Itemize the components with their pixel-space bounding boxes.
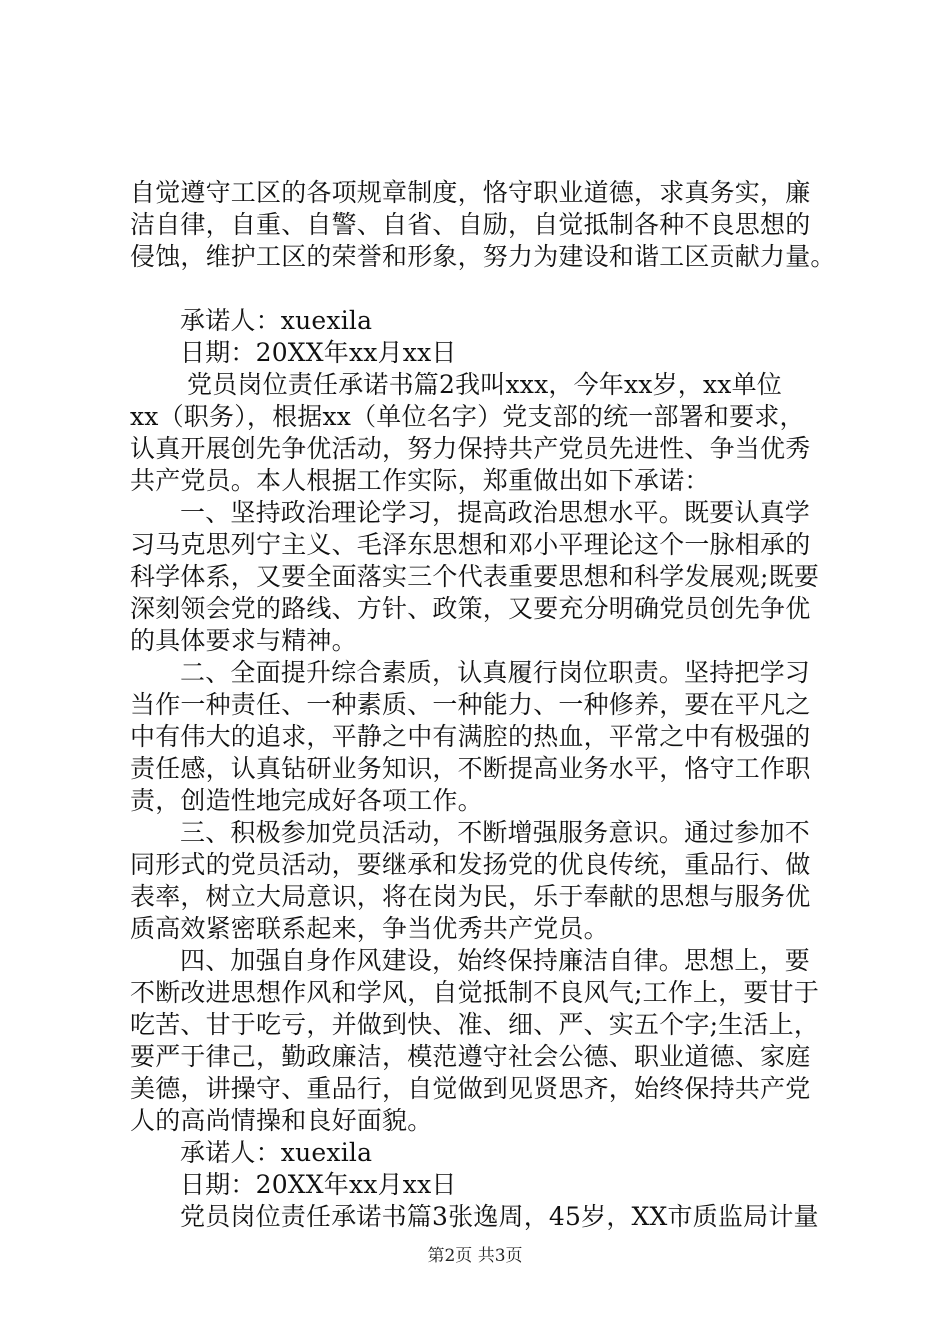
text-line: xx（职务），根据xx（单位名字）党支部的统一部署和要求， bbox=[130, 402, 805, 431]
text-line: 美德，讲操守、重品行，自觉做到见贤思齐，始终保持共产党 bbox=[130, 1074, 811, 1103]
text-line: 吃苦、甘于吃亏，并做到快、准、细、严、实五个字;生活上， bbox=[130, 1010, 820, 1039]
section-heading-line: 党员岗位责任承诺书篇2我叫xxx，今年xx岁，xx单位 bbox=[187, 370, 783, 399]
text-line: 不断改进思想作风和学风，自觉抵制不良风气;工作上，要甘于 bbox=[130, 978, 820, 1007]
paragraph-start-line: 一、坚持政治理论学习，提高政治思想水平。既要认真学 bbox=[180, 498, 811, 527]
text-line: 共产党员。本人根据工作实际，郑重做出如下承诺： bbox=[130, 466, 710, 495]
text-line: 自觉遵守工区的各项规章制度，恪守职业道德，求真务实，廉 bbox=[130, 178, 811, 207]
text-line: 质高效紧密联系起来，争当优秀共产党员。 bbox=[130, 914, 609, 943]
text-line: 深刻领会党的路线、方针、政策，又要充分明确党员创先争优 bbox=[130, 594, 811, 623]
text-line: 认真开展创先争优活动，努力保持共产党员先进性、争当优秀 bbox=[130, 434, 811, 463]
text-line: 习马克思列宁主义、毛泽东思想和邓小平理论这个一脉相承的 bbox=[130, 530, 811, 559]
page-number-footer: 第2页 共3页 bbox=[427, 1246, 523, 1266]
text-line: 同形式的党员活动，要继承和发扬党的优良传统，重品行、做 bbox=[130, 850, 811, 879]
paragraph-start-line: 二、全面提升综合素质，认真履行岗位职责。坚持把学习 bbox=[180, 658, 811, 687]
text-line: 中有伟大的追求，平静之中有满腔的热血，平常之中有极强的 bbox=[130, 722, 811, 751]
text-line: 责，创造性地完成好各项工作。 bbox=[130, 786, 483, 815]
text-line: 当作一种责任、一种素质、一种能力、一种修养，要在平凡之 bbox=[130, 690, 811, 719]
text-line: 要严于律己，勤政廉洁，模范遵守社会公德、职业道德、家庭 bbox=[130, 1042, 811, 1071]
promisor-line: 承诺人：xuexila bbox=[180, 1138, 373, 1167]
text-line: 责任感，认真钻研业务知识，不断提高业务水平，恪守工作职 bbox=[130, 754, 811, 783]
text-line: 人的高尚情操和良好面貌。 bbox=[130, 1106, 433, 1135]
text-line: 侵蚀，维护工区的荣誉和形象，努力为建设和谐工区贡献力量。 bbox=[130, 242, 836, 271]
text-line: 的具体要求与精神。 bbox=[130, 626, 357, 655]
text-line: 表率，树立大局意识，将在岗为民，乐于奉献的思想与服务优 bbox=[130, 882, 811, 911]
paragraph-start-line: 四、加强自身作风建设，始终保持廉洁自律。思想上，要 bbox=[180, 946, 811, 975]
text-line: 科学体系，又要全面落实三个代表重要思想和科学发展观;既要 bbox=[130, 562, 820, 591]
text-line: 洁自律，自重、自警、自省、自励，自觉抵制各种不良思想的 bbox=[130, 210, 811, 239]
paragraph-start-line: 三、积极参加党员活动，不断增强服务意识。通过参加不 bbox=[180, 818, 811, 847]
promisor-line: 承诺人：xuexila bbox=[180, 306, 373, 335]
section-heading-line: 党员岗位责任承诺书篇3张逸周，45岁，XX市质监局计量 bbox=[180, 1202, 819, 1231]
date-line: 日期：20XX年xx月xx日 bbox=[180, 1170, 457, 1199]
date-line: 日期：20XX年xx月xx日 bbox=[180, 338, 457, 367]
